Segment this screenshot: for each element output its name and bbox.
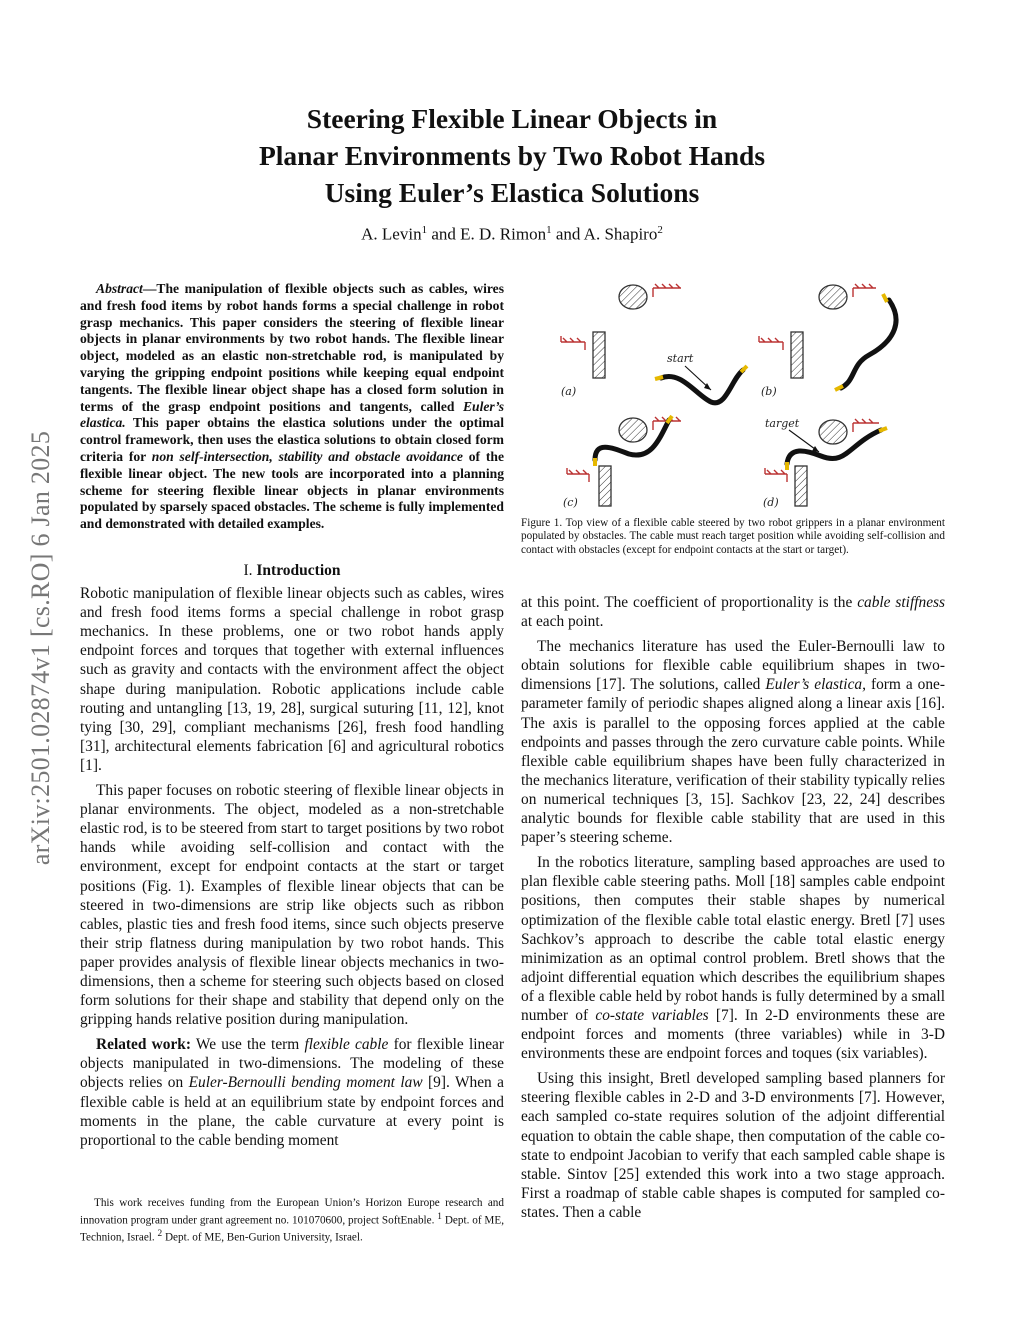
obstacle-block: [791, 332, 803, 378]
left-column: [80, 561, 504, 1150]
title-line-2: Planar Environments by Two Robot Hands: [258, 140, 766, 171]
panel-b: [759, 284, 896, 398]
panel-d: [763, 417, 887, 509]
abstract-emphasis: Euler’s elastica.: [80, 398, 504, 431]
wall-fixture: [765, 468, 787, 482]
target-label: target: [765, 417, 800, 430]
wall-fixture: [561, 336, 585, 350]
title-line-3: Using Euler’s Elastica Solutions: [324, 177, 700, 208]
abstract-label: Abstract: [96, 281, 143, 296]
obstacle-circle: [819, 285, 847, 309]
panel-a: [561, 284, 747, 403]
abstract-emphasis: non self-intersection, stability and obstacle avoidance: [151, 448, 463, 464]
para-text: at this point. The coefficient of proportionality is the: [521, 594, 858, 611]
right-paragraph-2: [521, 853, 945, 1063]
gripper: [741, 366, 747, 372]
related-work-heading: Related work:: [96, 1036, 191, 1054]
obstacle-circle: [819, 420, 847, 444]
abstract: [80, 281, 504, 533]
abstract-text: —The manipulation of flexible objects such as cables, wires and fresh food items by robot hands forms a special challenge in robot grasp mechanics. This paper considers the steering of flexible linear objects in planar environments by two robot hands. The flexible linear object, modeled as an elastic non-stretchable rod, is manipulated by varying the gripping endpoint positions while keeping equal endpoint tangents. The flexible linear object shape has a closed form solution in terms of the grasp endpoint positions and tangents, called: [80, 281, 504, 414]
wall-fixture: [853, 419, 879, 432]
wall-fixture: [853, 284, 876, 297]
obstacle-block: [599, 466, 611, 506]
wall-fixture: [759, 336, 783, 350]
footnote-mark: 2: [157, 1228, 163, 1239]
wall-fixture: [567, 468, 589, 482]
arxiv-stamp-text: arXiv:2501.02874v1 [cs.RO] 6 Jan 2025: [26, 430, 55, 866]
para-text: In the robotics literature, sampling based approaches are used to plan flexible cable steering paths. Moll [18] samples cable endpoint positions, then computes their stable shapes by numerical optimization of the flexible cable total elastic energy. Bretl [7] uses Sachkov’s approach to describe the cable total elastic energy minimization as an optimal control problem. Bretl shows that the adjoint differential equation which describes the equilibrium shapes of a flexible cable held by robot hands is fully determined by a small number of: [521, 854, 945, 1024]
paper-title: [150, 100, 874, 211]
para-text: form a one-parameter family of periodic shapes aligned along a linear axis [16]. The axis is parallel to the opposing forces applied at the cable endpoints and passes through the zero curvature cable points. While flexible cable equilibrium shapes have been fully characterized in the mechanics literature, verification of their stability typically relies on numerical techniques [3, 15]. Sachkov [23, 22, 24] describes analytic bounds for flexible cable stability that are used in this paper’s steering scheme.: [521, 676, 946, 847]
cable: [661, 370, 743, 403]
intro-paragraph-2: This paper focuses on robotic steering of flexible linear objects in planar environments. The object, modeled as a non-stretchable elastic rod, is to be steered from start to target positions by two robot hands while avoiding self-collision and contact with the environment, except for endpoint contacts at the start or target positions (Fig. 1). Examples of flexible linear objects that can be steered in two-dimensions are strip like objects such as ribbon cables, plastic ties and fresh food items, since such objects preserve their strip flatness during manipulation by two robot hands. This paper provides analysis of flexible linear objects mechanics in two-dimensions, then a scheme for steering such objects based on closed form solutions for their shape and stability that depend only on the gripping hands relative position during manipulation.: [80, 782, 504, 1029]
section-heading: [80, 561, 504, 580]
section-title: Introduction: [256, 562, 341, 579]
footnote-mark: 1: [437, 1211, 442, 1222]
para-emphasis: cable stiffness: [857, 594, 946, 611]
para-text: [7]. In 2-D environments these are endpoint forces and moments (three variables) while in 3-D environments these are endpoint forces and toques (six variables).: [521, 1006, 945, 1063]
obstacle-block: [795, 466, 807, 506]
obstacle-circle: [619, 285, 647, 309]
panel-label-c: (c): [563, 496, 578, 509]
gripper: [667, 416, 672, 423]
right-column: [521, 593, 945, 1222]
affil-mark: 1: [421, 224, 428, 236]
abstract-text: This paper obtains the elastica solutions under the optimal control framework, then uses the elastica solutions to obtain closed form criteria for: [80, 415, 504, 464]
author-levin: A. Levin: [361, 224, 422, 244]
caption-label: Figure 1.: [521, 517, 563, 529]
panel-c: [563, 416, 681, 509]
right-paragraph-1: [521, 637, 945, 847]
para-emphasis: flexible cable: [304, 1036, 389, 1054]
para-emphasis: Euler’s elastica,: [765, 676, 866, 694]
wall-fixture: [653, 284, 681, 297]
title-line-1: Steering Flexible Linear Objects in: [306, 103, 718, 134]
gripper: [879, 428, 887, 431]
panel-label-a: (a): [561, 385, 577, 398]
abstract-text: of the flexible linear object. The new tools are incorporated into a planning scheme for steering flexible linear objects in planar environments populated by sparsely spaced obstacles. The scheme is fully implemented and demonstrated with detailed examples.: [80, 448, 504, 532]
para-text: [9]. When a flexible cable is held at an equilibrium state by endpoint forces and moments in the plane, the cable curvature at every point is proportional to the cable bending moment: [80, 1074, 504, 1149]
figure-1: [551, 280, 923, 512]
footnote-text: This work receives funding from the European Union’s Horizon Europe research and innovation program under grant agreement no. 101070600, project SoftEnable.: [80, 1197, 504, 1227]
affil-mark: 1: [546, 224, 552, 236]
para-emphasis: Euler-Bernoulli bending moment law: [188, 1074, 423, 1092]
figure-caption: [521, 517, 945, 557]
arrow-head: [812, 446, 819, 452]
obstacle-circle: [619, 418, 647, 442]
author-rimon: and E. D. Rimon: [427, 224, 547, 244]
para-text: for flexible linear objects manipulated in two-dimensions. The modeling of these objects relies on: [80, 1036, 505, 1092]
gripper: [883, 294, 887, 302]
section-number: I.: [243, 562, 257, 579]
footnote-text: Dept. of ME, Technion, Israel.: [80, 1214, 504, 1244]
panel-label-d: (d): [763, 496, 779, 509]
author-shapiro: and A. Shapiro: [551, 224, 658, 244]
right-paragraph-3: Using this insight, Bretl developed sampling based planners for steering flexible cables in 2-D and 3-D environments [7]. However, each sampled co-state requires solution of the adjoint differential equation to obtain the cable shape, then computation of the cable co-state to endpoint Jacobian to verify that each sampled cable shape is stable. Sintov [25] extended this work into a two stage approach. First a roadmap of stable cable shapes is computed for sampled co-states. Then a cable: [521, 1070, 945, 1221]
caption-text: Top view of a flexible cable steered by two robot grippers in a planar environment populated by obstacles. The cable must reach target position while avoiding self-collision and contact with obstacles (except for endpoint contacts at the start or target).: [521, 517, 946, 556]
related-work-paragraph: [80, 1035, 504, 1150]
para-emphasis: co-state variables: [595, 1006, 709, 1024]
author-list: [150, 224, 874, 245]
affil-mark: 2: [657, 224, 663, 236]
start-label: start: [667, 352, 694, 365]
para-text: at each point.: [521, 613, 604, 631]
right-paragraph-0: [521, 593, 945, 631]
panel-label-b: (b): [761, 385, 777, 398]
arxiv-stamp: [26, 368, 55, 928]
para-text: We use the term: [190, 1036, 305, 1054]
para-text: The mechanics literature has used the Euler-Bernoulli law to obtain solutions for flexible cable equilibrium shapes in two-dimensions [17]. The solutions, called: [521, 638, 945, 694]
cable: [841, 300, 896, 388]
footnote-text: Dept. of ME, Ben-Gurion University, Israel.: [162, 1231, 363, 1244]
figure-1-illustration: [551, 280, 923, 512]
obstacle-block: [593, 332, 605, 378]
gripper: [655, 377, 663, 379]
footnote: [80, 1197, 504, 1245]
intro-paragraph-1: Robotic manipulation of flexible linear objects such as cables, wires and fresh food items forms a special challenge in robot grasp mechanics. In these problems, one or two robot hands apply endpoint forces and torques that together with external influences such as gravity and contacts with the environment affect the object shape during manipulation. Robotic applications include cable routing and untangling [13, 19, 28], surgical suturing [11, 12], knot tying [30, 29], compliant mechanisms [26], fresh food handling [31], architectural elements fabrication [6] and agricultural robotics [1].: [80, 585, 504, 774]
